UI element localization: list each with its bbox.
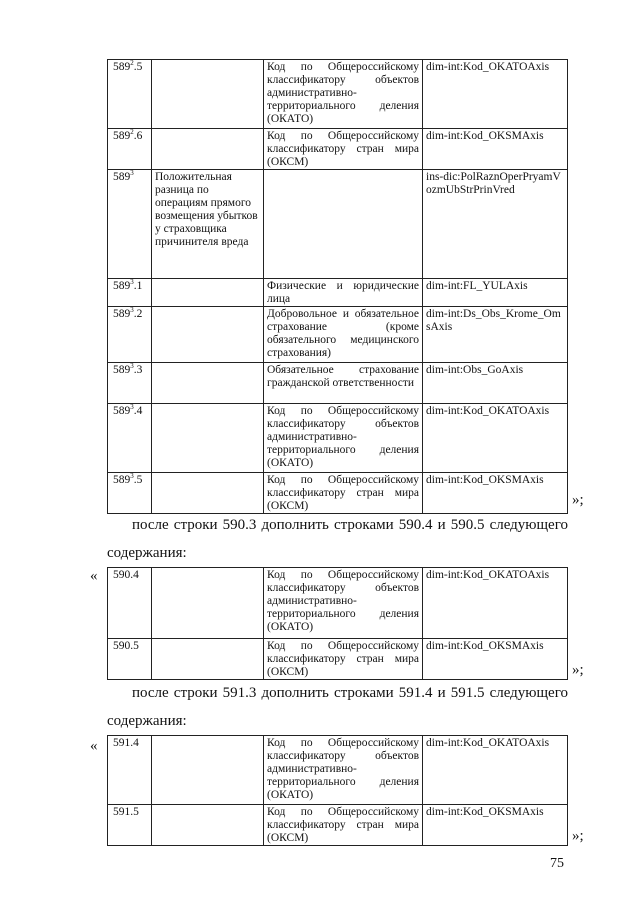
row-number: $589^3.1$	[108, 279, 152, 307]
table-rows-589	[107, 59, 568, 514]
table-rows-591	[107, 735, 568, 846]
table-row	[108, 279, 568, 307]
row-name	[152, 363, 264, 404]
row-code: dim-int:Kod_OKSMAxis	[423, 639, 568, 680]
row-number: $589^3.5$	[108, 473, 152, 514]
instruction-line: содержания:	[107, 713, 187, 729]
row-number: 590.4	[108, 568, 152, 639]
row-description: Код по Общероссийскому классификатору объектов административно-территориального деления (ОКАТО)	[264, 404, 423, 473]
table-row	[108, 404, 568, 473]
row-name	[152, 404, 264, 473]
row-code: ins-dic:PolRaznOperPryamVozmUbStrPrinVred	[423, 170, 568, 279]
row-number: $589^2.6$	[108, 129, 152, 170]
row-description: Код по Общероссийскому классификатору стран мира (ОКСМ)	[264, 639, 423, 680]
table-row	[108, 129, 568, 170]
table-row	[108, 805, 568, 846]
opening-quote: «	[90, 738, 98, 754]
row-code: dim-int:FL_YULAxis	[423, 279, 568, 307]
row-code: dim-int:Kod_OKSMAxis	[423, 473, 568, 514]
row-name	[152, 473, 264, 514]
row-name	[152, 307, 264, 363]
row-number: $589^3.2$	[108, 307, 152, 363]
row-code: dim-int:Kod_OKATOAxis	[423, 60, 568, 129]
page-number: 75	[550, 856, 564, 871]
row-number: $589^3$	[108, 170, 152, 279]
instruction-line: содержания:	[107, 545, 187, 561]
row-description	[264, 170, 423, 279]
table-row	[108, 736, 568, 805]
table-row	[108, 473, 568, 514]
row-description: Код по Общероссийскому классификатору объектов административно-территориального деления (ОКАТО)	[264, 736, 423, 805]
closing-quote: »;	[572, 662, 584, 678]
row-number: 591.5	[108, 805, 152, 846]
row-code: dim-int:Kod_OKSMAxis	[423, 129, 568, 170]
row-number: 590.5	[108, 639, 152, 680]
instruction-line: после строки 590.3 дополнить строками 590.4 и 590.5 следующего	[132, 517, 568, 533]
table-row	[108, 60, 568, 129]
row-number: 591.4	[108, 736, 152, 805]
row-description: Код по Общероссийскому классификатору объектов административно-территориального деления (ОКАТО)	[264, 60, 423, 129]
closing-quote: »;	[572, 492, 584, 508]
row-code: dim-int:Obs_GoAxis	[423, 363, 568, 404]
row-description: Код по Общероссийскому классификатору объектов административно-территориального деления (ОКАТО)	[264, 568, 423, 639]
row-code: dim-int:Kod_OKSMAxis	[423, 805, 568, 846]
opening-quote: «	[90, 568, 98, 584]
row-code: dim-int:Kod_OKATOAxis	[423, 568, 568, 639]
closing-quote: »;	[572, 828, 584, 844]
row-description: Физические и юридические лица	[264, 279, 423, 307]
row-code: dim-int:Kod_OKATOAxis	[423, 736, 568, 805]
table-row	[108, 639, 568, 680]
row-name	[152, 736, 264, 805]
row-name	[152, 60, 264, 129]
row-description: Обязательное страхование гражданской ответственности	[264, 363, 423, 404]
row-name	[152, 279, 264, 307]
row-description: Код по Общероссийскому классификатору стран мира (ОКСМ)	[264, 473, 423, 514]
table-rows-590	[107, 567, 568, 680]
row-code: dim-int:Kod_OKATOAxis	[423, 404, 568, 473]
row-name	[152, 639, 264, 680]
row-description: Код по Общероссийскому классификатору стран мира (ОКСМ)	[264, 805, 423, 846]
instruction-line: после строки 591.3 дополнить строками 591.4 и 591.5 следующего	[132, 685, 568, 701]
row-description: Код по Общероссийскому классификатору стран мира (ОКСМ)	[264, 129, 423, 170]
row-code: dim-int:Ds_Obs_Krome_OmsAxis	[423, 307, 568, 363]
row-number: $589^3.3$	[108, 363, 152, 404]
row-name	[152, 129, 264, 170]
table-row	[108, 568, 568, 639]
table-row	[108, 307, 568, 363]
row-name	[152, 568, 264, 639]
row-number: $589^2.5$	[108, 60, 152, 129]
table-row	[108, 170, 568, 279]
table-row	[108, 363, 568, 404]
row-number: $589^3.4$	[108, 404, 152, 473]
row-name	[152, 805, 264, 846]
row-description: Добровольное и обязательное страхование (кроме обязательного медицинского страхования)	[264, 307, 423, 363]
row-name: Положительная разница по операциям прямого возмещения убытков у страховщика причинителя вреда	[152, 170, 264, 279]
